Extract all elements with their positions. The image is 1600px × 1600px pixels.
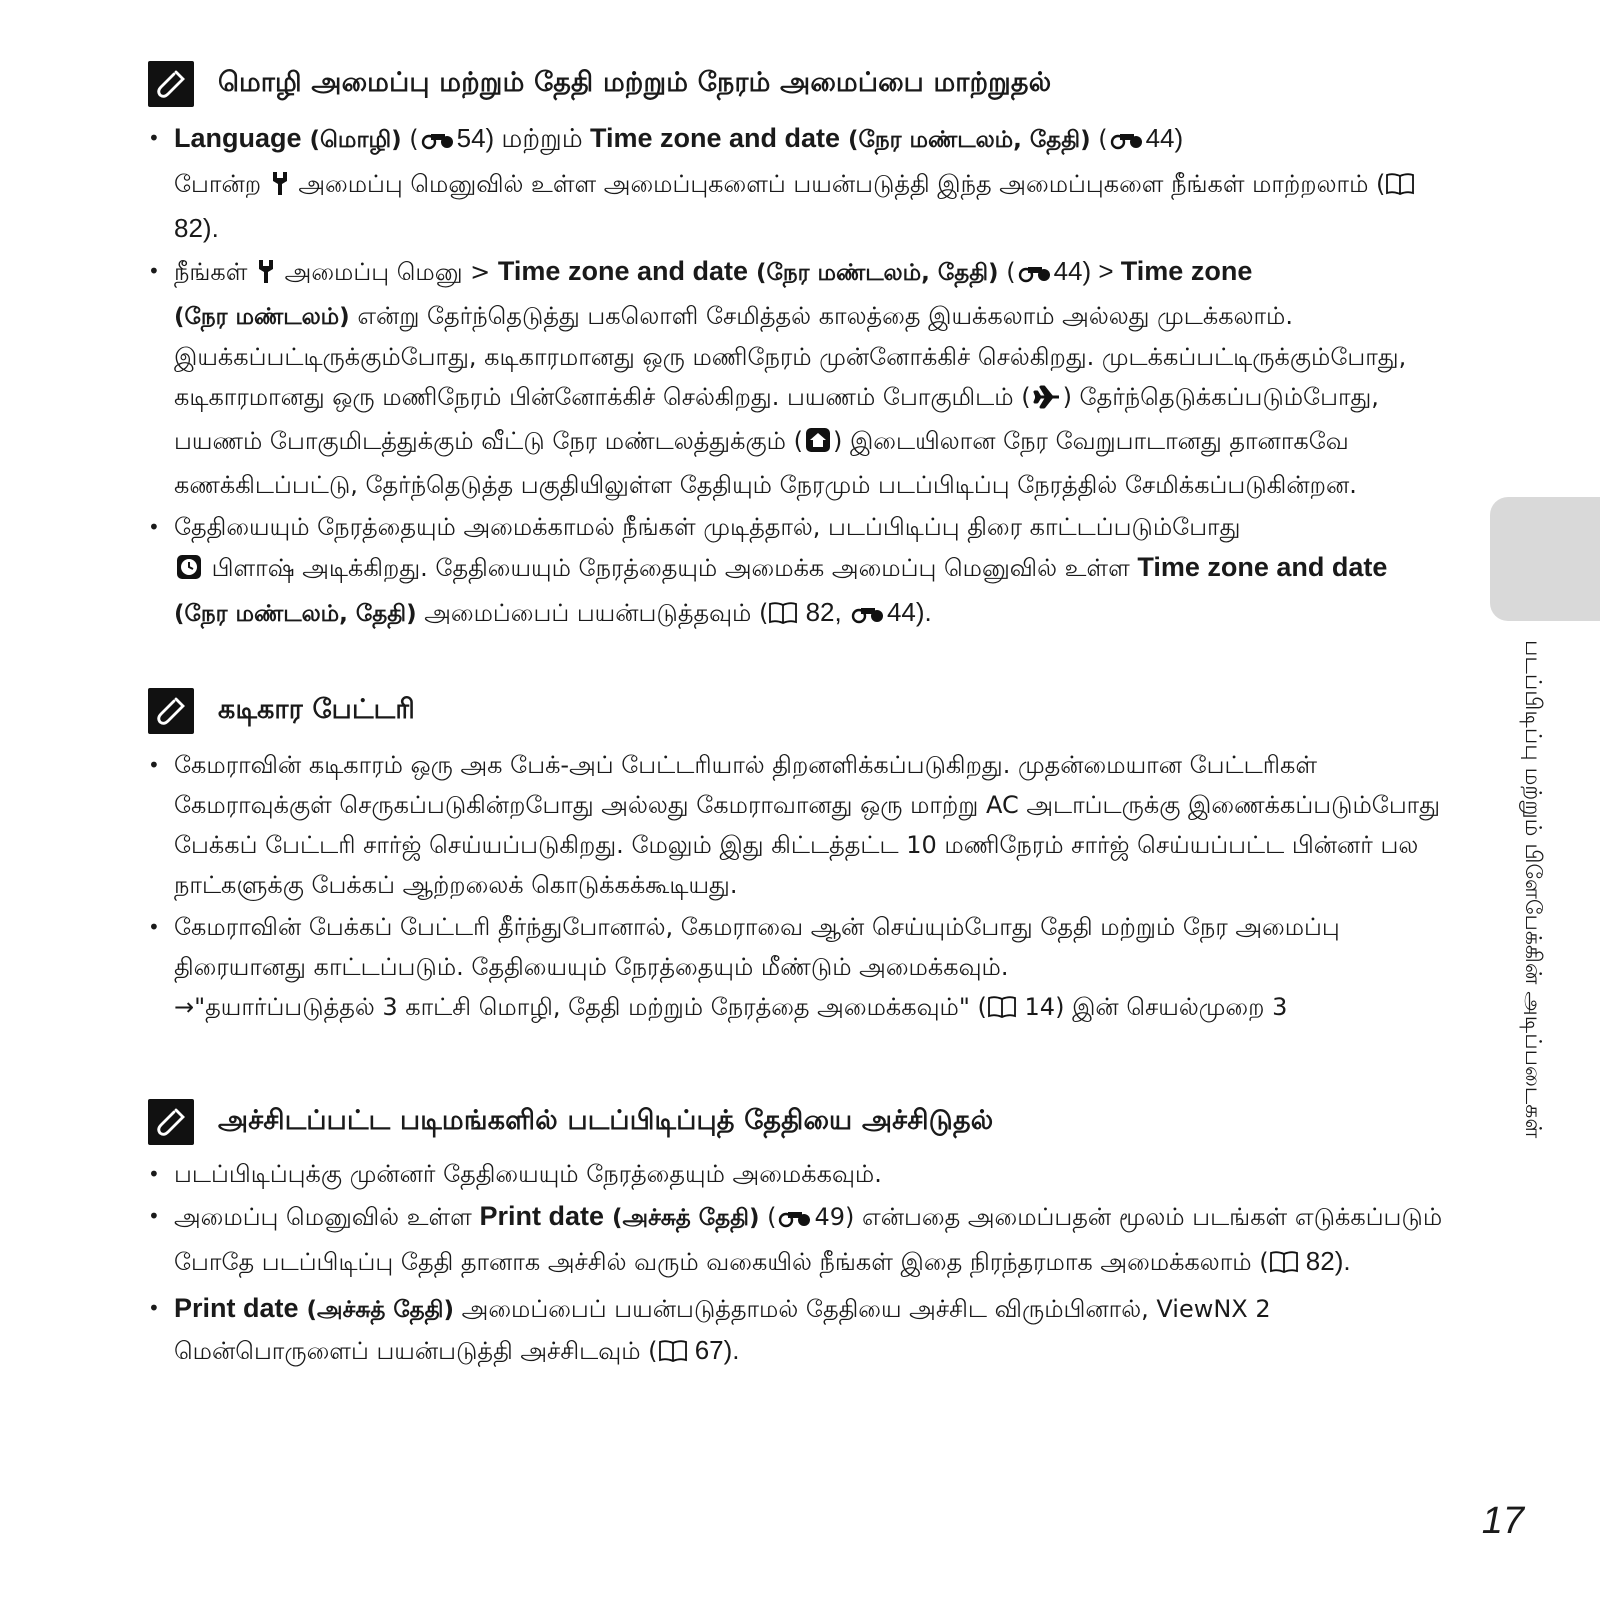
note-heading xyxy=(148,58,1448,110)
book-reference-icon xyxy=(1385,168,1415,208)
text: நீங்கள் xyxy=(174,258,256,286)
list-item: • கேமராவின் கடிகாரம் ஒரு அக பேக்-அப் பேட்டரியால் திறனளிக்கப்படுகிறது. முதன்மையான பேட்டரிகள் கேமராவுக்குள் செருகப்படுகின்றபோது அல்லது கேமராவானது ஒரு மாற்று AC அடாப்டருக்கு இணைக்கப்படும்போது பேக்கப் பேட்டரி சார்ஜ் செய்யப்படுகிறது. மேலும் இது கிட்டத்தட்ட 10 மணிநேரம் சார்ஜ் செய்யப்பட்ட பின்னர் பல நாட்களுக்கு பேக்கப் ஆற்றலைக் கொடுக்கக்கூடியது. xyxy=(148,745,1448,905)
text: போன்ற xyxy=(174,170,269,198)
menu-term-translation: (நேர மண்டலம், தேதி) xyxy=(174,601,417,627)
menu-term-translation: (நேர மண்டலம், தேதி) xyxy=(747,260,999,286)
list-item xyxy=(148,907,1448,1031)
text: ( xyxy=(759,1203,777,1231)
list-item xyxy=(148,507,1448,637)
text: அமைப்பு மெனுவில் உள்ள xyxy=(174,1203,480,1231)
menu-term-translation: (நேர மண்டலம்) xyxy=(174,304,350,330)
menu-term: Print date xyxy=(479,1201,604,1231)
text: பிளாஷ் அடிக்கிறது. தேதியையும் நேரத்தையும் அமைக்க அமைப்பு மெனுவில் உள்ள xyxy=(204,554,1138,582)
section-heading: மொழி அமைப்பு மற்றும் தேதி மற்றும் நேரம் அமைப்பை மாற்றுதல் xyxy=(218,66,1052,98)
menu-term: Language xyxy=(174,123,302,153)
text: ( xyxy=(401,125,419,153)
text: ) இடையிலான நேர வேறுபாடானது தானாகவே கணக்கிடப்பட்டு, தேர்ந்தெடுத்த பகுதியிலுள்ள தேதியும் நேரமும் படப்பிடிப்பு நேரத்தில் சேமிக்கப்படுகின்றன. xyxy=(174,427,1357,499)
menu-term: Time zone xyxy=(1120,256,1253,286)
section-language-date xyxy=(148,58,1448,637)
clock-warning-icon xyxy=(176,552,202,592)
text: 67). xyxy=(687,1335,740,1365)
chapter-label xyxy=(1520,640,1575,1260)
text: என்று தேர்ந்தெடுத்து பகலொளி சேமித்தல் காலத்தை இயக்கலாம் அல்லது முடக்கலாம். இயக்கப்பட்டிருக்கும்போது, கடிகாரமானது ஒரு மணிநேரம் முன்னோக்கிச் செல்கிறது. முடக்கப்பட்டிருக்கும்போது, கடிகாரமானது ஒரு மணிநேரம் பின்னோக்கிச் செல்கிறது. பயணம் போகுமிடம் ( xyxy=(174,302,1407,411)
book-reference-icon xyxy=(987,991,1017,1031)
home-icon xyxy=(805,425,831,465)
text: 54) மற்றும் xyxy=(456,123,590,153)
text: அமைப்பைப் பயன்படுத்தாமல் தேதியை அச்சிட விரும்பினால், ViewNX 2 மென்பொருளைப் பயன்படுத்தி அச்சிடவும் ( xyxy=(174,1295,1271,1365)
text: 82). xyxy=(174,213,219,243)
note-heading xyxy=(148,1096,1448,1148)
reference-section-icon xyxy=(1110,123,1144,163)
wrench-setup-icon xyxy=(271,168,289,208)
text: 82, xyxy=(798,597,849,627)
section-clock-battery xyxy=(148,685,1448,1031)
list-item xyxy=(148,1196,1448,1286)
text: ( xyxy=(998,258,1016,286)
text: அமைப்பு மெனு > xyxy=(277,258,498,286)
menu-term: Time zone and date xyxy=(1137,552,1388,582)
text: தேதியையும் நேரத்தையும் அமைக்காமல் நீங்கள் முடித்தால், படப்பிடிப்பு திரை காட்டப்படும்போது xyxy=(174,513,1241,541)
text: "தயார்ப்படுத்தல் 3 காட்சி மொழி, தேதி மற்றும் நேரத்தை அமைக்கவும்" ( xyxy=(194,993,987,1021)
text: ( xyxy=(1090,125,1108,153)
section-heading: அச்சிடப்பட்ட படிமங்களில் படப்பிடிப்புத் தேதியை அச்சிடுதல் xyxy=(218,1104,994,1136)
text: 49) என்பதை அமைப்பதன் மூலம் படங்கள் எடுக்கப்படும் போதே படப்பிடிப்பு தேதி தானாக அச்சில் வரும் வகையில் நீங்கள் இதை நிரந்தரமாக அமைக்கலாம் ( xyxy=(174,1203,1443,1276)
airplane-icon xyxy=(1033,381,1061,421)
menu-term-translation: (அச்சுத் தேதி) xyxy=(603,1205,760,1231)
list-item xyxy=(148,251,1448,505)
text: 44) xyxy=(1145,123,1184,153)
wrench-setup-icon xyxy=(257,256,275,296)
list-item xyxy=(148,1288,1448,1375)
reference-section-icon xyxy=(851,597,885,637)
text: கேமராவின் பேக்கப் பேட்டரி தீர்ந்துபோனால், கேமராவை ஆன் செய்யும்போது தேதி மற்றும் நேர அமைப்பு திரையானது காட்டப்படும். தேதியையும் நேரத்தையும் மீண்டும் அமைக்கவும். xyxy=(174,913,1340,981)
book-reference-icon xyxy=(658,1335,688,1375)
text: அமைப்பைப் பயன்படுத்தவும் ( xyxy=(416,599,769,627)
pencil-note-icon xyxy=(148,688,194,734)
text: 44) > xyxy=(1053,256,1121,286)
text: 44). xyxy=(886,597,932,627)
pencil-note-icon xyxy=(148,1099,194,1145)
list-item: • படப்பிடிப்புக்கு முன்னர் தேதியையும் நேரத்தையும் அமைக்கவும். xyxy=(148,1154,1448,1194)
menu-term-translation: (மொழி) xyxy=(301,127,402,153)
text: 14) இன் செயல்முறை 3 xyxy=(1016,993,1288,1021)
book-reference-icon xyxy=(768,597,798,637)
book-reference-icon xyxy=(1269,1246,1299,1286)
page-number: 17 xyxy=(1481,1500,1524,1542)
pencil-note-icon xyxy=(148,61,194,107)
reference-section-icon xyxy=(1018,256,1052,296)
note-heading xyxy=(148,685,1448,737)
chapter-tab xyxy=(1490,497,1600,621)
chapter-label-text: படப்பிடிப்பு மற்றும் பிளேபேக்கின் அடிப்படைகள் xyxy=(1520,640,1545,1139)
menu-term: Time zone and date xyxy=(497,256,748,286)
text: 82). xyxy=(1298,1246,1351,1276)
text: ) தேர்ந்தெடுக்கப்படும்போது, பயணம் போகுமிடத்துக்கும் வீட்டு நேர மண்டலத்துக்கும் ( xyxy=(174,383,1379,455)
section-print-date xyxy=(148,1096,1448,1375)
arrow-icon: → xyxy=(174,993,195,1021)
reference-section-icon xyxy=(421,123,455,163)
menu-term-translation: (அச்சுத் தேதி) xyxy=(298,1297,455,1323)
reference-section-icon xyxy=(778,1201,812,1241)
section-heading: கடிகார பேட்டரி xyxy=(218,693,415,725)
menu-term: Time zone and date xyxy=(589,123,840,153)
menu-term-translation: (நேர மண்டலம், தேதி) xyxy=(840,127,1091,153)
text: அமைப்பு மெனுவில் உள்ள அமைப்புகளைப் பயன்படுத்தி இந்த அமைப்புகளை நீங்கள் மாற்றலாம் ( xyxy=(290,170,1386,198)
menu-term: Print date xyxy=(174,1293,299,1323)
list-item xyxy=(148,118,1448,249)
